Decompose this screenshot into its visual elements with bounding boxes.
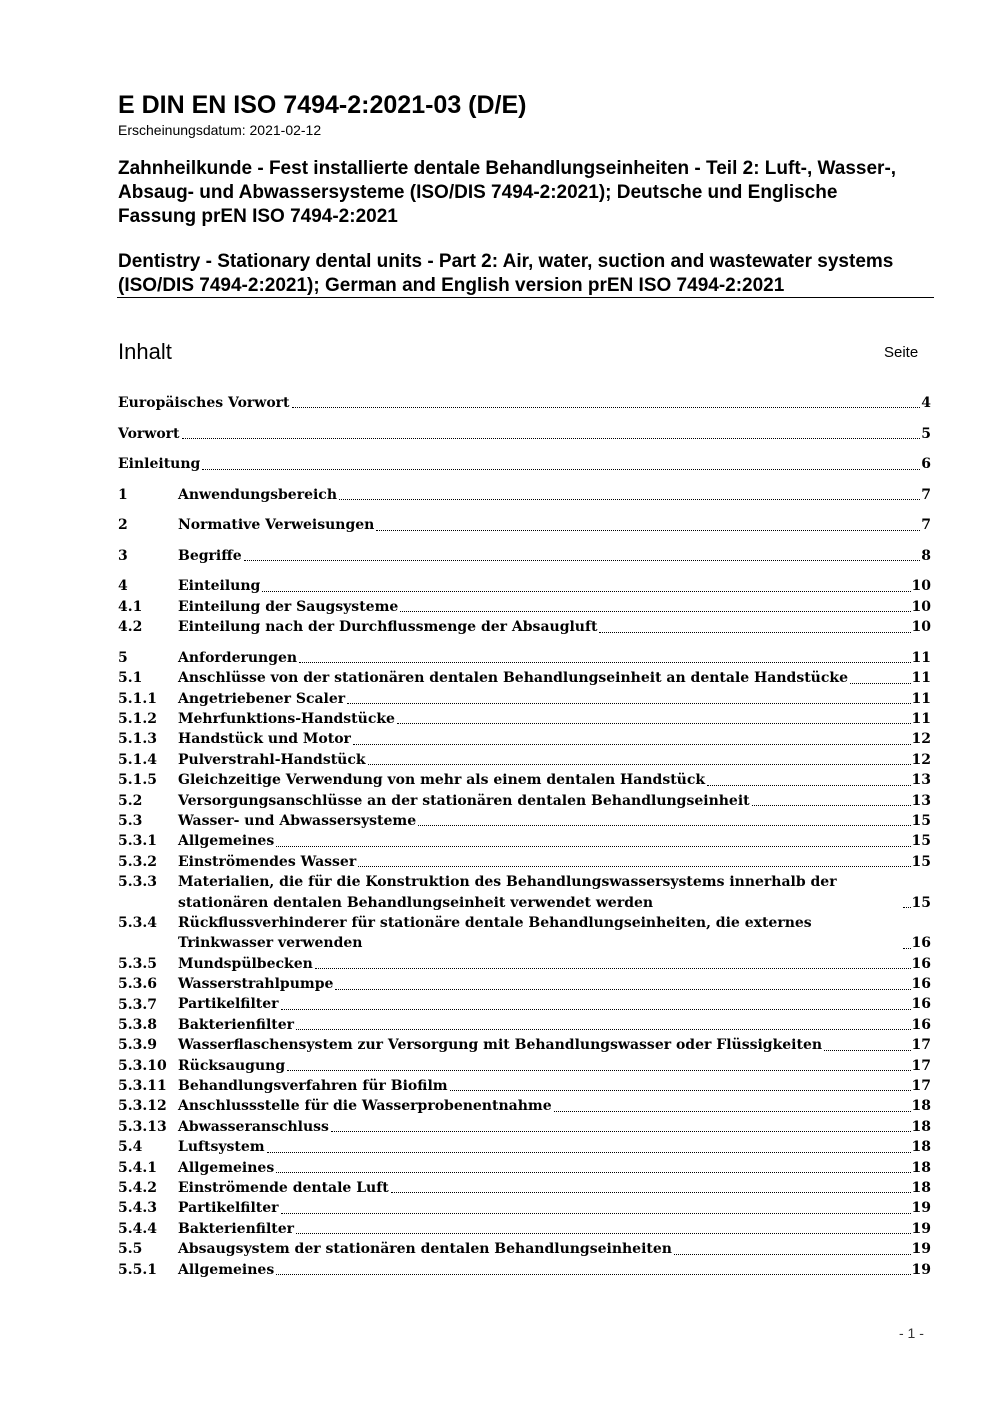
toc-entry-label: Anschlüsse von der stationären dentalen Behandlungseinheit an dentale Handstücke [178,670,848,687]
toc-entry-page: 16 [911,1016,931,1033]
toc-entry-label: Einströmendes Wasser [178,853,357,870]
toc-entry-label: Handstück und Motor [178,731,351,748]
toc-entry-label: Partikelfilter [178,996,279,1013]
table-of-contents [118,393,931,1280]
toc-entry-number: 5.3.4 [118,914,157,931]
toc-entry-number: 5.3.11 [118,1078,167,1095]
toc-entry-page: 17 [911,1057,931,1074]
toc-heading: Inhalt [118,339,172,364]
toc-entry-page: 10 [911,619,931,636]
toc-entry-label: Angetriebener Scaler [178,690,346,707]
dot-leader [903,948,911,949]
toc-entry-label: Rückflussverhinderer für stationäre dentale Behandlungseinheiten, die externes Trinkwasser verwenden [178,914,812,952]
dot-leader [554,1111,911,1112]
toc-entry-page: 17 [911,1037,931,1054]
toc-entry-page: 15 [911,853,931,870]
toc-entry-label: Rücksaugung [178,1057,286,1074]
dot-leader [450,1090,911,1091]
dot-leader [391,1192,911,1193]
publication-date: Erscheinungsdatum: 2021-02-12 [118,122,322,138]
toc-entry-number: 5.1.3 [118,731,157,748]
toc-entry-number: 5.1.5 [118,772,157,789]
toc-entry-5-4-2[interactable] [118,1178,931,1198]
toc-entry-5-1[interactable] [118,668,931,688]
toc-entry-page: 13 [911,792,931,809]
toc-entry-5-3-9[interactable] [118,1035,931,1055]
dot-leader [182,438,921,439]
toc-entry-number: 1 [118,486,128,503]
toc-entry-number: 5.4 [118,1139,143,1156]
toc-entry-number: 5.3 [118,812,143,829]
dot-leader [296,1029,911,1030]
toc-entry-5-3-6[interactable] [118,974,931,994]
dot-leader [276,846,910,847]
toc-entry-5-1-3[interactable] [118,729,931,749]
dot-leader [262,591,910,592]
dot-leader [244,560,921,561]
toc-entry-number: 5.3.5 [118,955,157,972]
toc-entry-number: 4.2 [118,619,143,636]
dot-leader [281,1213,911,1214]
toc-entry-page: 7 [921,486,931,503]
toc-entry-page: 15 [911,833,931,850]
toc-entry-label: Begriffe [178,547,242,564]
dot-leader [292,407,921,408]
toc-entry-number: 5 [118,649,128,666]
toc-entry-4-1[interactable] [118,597,931,617]
toc-entry-5-3-11[interactable] [118,1076,931,1096]
toc-entry-5-2[interactable] [118,791,931,811]
toc-entry-label: Bakterienfilter [178,1016,295,1033]
toc-entry-number: 5.3.1 [118,833,157,850]
dot-leader [418,825,910,826]
toc-entry-label: Bakterienfilter [178,1220,295,1237]
toc-entry-5-1-1[interactable] [118,689,931,709]
toc-entry-5-4[interactable] [118,1137,931,1157]
toc-entry-label: Anforderungen [178,649,298,666]
toc-entry-5-5-1[interactable] [118,1260,931,1280]
dot-leader [368,764,911,765]
toc-entry-number: 5.3.13 [118,1118,167,1135]
dot-leader [903,907,911,908]
toc-entry-page: 19 [911,1241,931,1258]
toc-entry-label: Europäisches Vorwort [118,394,290,411]
toc-entry-number: 5.1.2 [118,711,157,727]
toc-entry-page: 12 [911,751,931,768]
toc-entry-page: 11 [911,710,931,727]
toc-entry-label: Einströmende dentale Luft [178,1180,389,1196]
toc-entry-5-4-4[interactable] [118,1219,931,1239]
dot-leader [397,723,911,724]
toc-entry-page: 12 [911,731,931,748]
toc-entry-label: Mehrfunktions-Handstücke [178,710,395,727]
dot-leader [299,662,910,663]
toc-entry-page: 19 [911,1220,931,1237]
dot-leader [824,1050,910,1051]
toc-entry-label: Materialien, die für die Konstruktion des Behandlungswassersystems innerhalb der stationären dentalen Behandlungseinheit verwendet werden [178,874,837,911]
toc-entry-page: 19 [911,1200,931,1217]
toc-entry-number: 5.1.1 [118,690,157,707]
toc-entry-page: 16 [911,955,931,972]
toc-entry-number: 5.5 [118,1241,143,1258]
dot-leader [752,805,911,806]
dot-leader [376,530,920,531]
toc-entry-page: 17 [911,1078,931,1095]
dot-leader [335,989,910,990]
toc-entry-label: Einteilung [178,578,261,595]
toc-entry-5-3-12[interactable] [118,1096,931,1116]
toc-entry-label: Gleichzeitige Verwendung von mehr als einem dentalen Handstück [178,772,706,789]
toc-entry-number: 5.4.1 [118,1159,157,1176]
dot-leader [347,703,910,704]
toc-entry-5-5[interactable] [118,1239,931,1259]
toc-entry-5-3-10[interactable] [118,1056,931,1076]
dot-leader [599,632,910,633]
dot-leader [339,499,920,500]
toc-entry-page: 7 [921,517,931,534]
toc-entry-page: 10 [911,598,931,615]
toc-entry-label: Wasserflaschensystem zur Versorgung mit Behandlungswasser oder Flüssigkeiten [178,1037,823,1054]
toc-entry-number: 5.3.7 [118,996,157,1013]
toc-entry-label: Allgemeines [178,1159,275,1176]
page-column-label: Seite [884,344,919,361]
dot-leader [331,1131,911,1132]
toc-entry-5-3-13[interactable] [118,1117,931,1137]
toc-entry-number: 5.4.3 [118,1200,157,1217]
toc-entry-page: 4 [921,394,931,411]
toc-entry-number: 5.3.10 [118,1057,167,1074]
title-divider [117,297,934,298]
toc-entry-page: 19 [911,1261,931,1278]
toc-entry-number: 5.3.12 [118,1098,167,1115]
toc-entry-label: Einteilung der Saugsysteme [178,598,399,615]
toc-entry-label: Partikelfilter [178,1200,279,1217]
toc-entry-page: 15 [911,812,931,829]
toc-entry-label: Abwasseranschluss [178,1118,329,1135]
toc-entry-label: Mundspülbecken [178,955,313,972]
dot-leader [353,744,911,745]
dot-leader [281,1009,911,1010]
toc-entry-5[interactable] [118,648,931,668]
toc-entry-5-1-5[interactable] [118,770,931,790]
toc-entry-5-3-3[interactable] [118,872,931,913]
toc-entry-page: 18 [911,1159,931,1176]
toc-entry-number: 5.3.8 [118,1016,157,1033]
toc-entry-label: Wasserstrahlpumpe [178,976,334,993]
toc-entry-vorwort[interactable] [118,424,931,444]
toc-entry-label: Pulverstrahl-Handstück [178,751,366,768]
toc-entry-number: 5.3.2 [118,853,157,870]
toc-entry-number: 5.3.6 [118,976,157,993]
toc-entry-label: Versorgungsanschlüsse an der stationären dentalen Behandlungseinheit [178,792,750,809]
toc-entry-number: 4 [118,578,128,595]
dot-leader [287,1070,910,1071]
toc-entry-5-3-1[interactable] [118,831,931,851]
dot-leader [267,1152,911,1153]
toc-entry-page: 11 [911,649,931,666]
toc-entry-number: 5.1 [118,670,143,687]
toc-entry-europaeisches-vorwort[interactable] [118,393,931,413]
toc-entry-number: 5.2 [118,792,143,809]
toc-entry-page: 11 [911,670,931,687]
toc-entry-3[interactable] [118,546,931,566]
toc-entry-page: 16 [911,976,931,993]
toc-entry-label: Allgemeines [178,833,275,850]
toc-entry-page: 8 [921,547,931,564]
page-number: - 1 - [899,1325,924,1341]
toc-entry-2[interactable] [118,515,931,535]
toc-entry-label: Wasser- und Abwassersysteme [178,812,417,829]
toc-entry-5-4-1[interactable] [118,1158,931,1178]
toc-entry-einleitung[interactable] [118,454,931,474]
toc-entry-page: 16 [911,935,931,952]
toc-entry-label: Anwendungsbereich [178,486,337,503]
toc-entry-page: 11 [911,690,931,707]
dot-leader [707,785,910,786]
toc-entry-label: Einteilung nach der Durchflussmenge der Absaugluft [178,619,598,636]
toc-entry-number: 5.4.4 [118,1220,157,1237]
toc-entry-5-3-4[interactable] [118,913,931,954]
toc-entry-5-1-4[interactable] [118,750,931,770]
toc-entry-4-2[interactable] [118,617,931,637]
toc-entry-number: 4.1 [118,598,143,615]
toc-entry-label: Einleitung [118,456,201,473]
dot-leader [674,1254,911,1255]
toc-entry-number: 5.3.3 [118,874,157,891]
dot-leader [296,1233,911,1234]
toc-entry-label: Vorwort [118,425,180,442]
toc-entry-label: Absaugsystem der stationären dentalen Behandlungseinheiten [178,1241,672,1258]
toc-entry-5-3-7[interactable] [118,995,931,1015]
toc-entry-number: 2 [118,517,128,534]
toc-entry-page: 5 [921,425,931,442]
toc-entry-label: Allgemeines [178,1261,275,1278]
toc-entry-page: 13 [911,772,931,789]
toc-entry-page: 18 [911,1180,931,1196]
toc-entry-page: 15 [911,894,931,911]
toc-entry-label: Anschlussstelle für die Wasserprobenentnahme [178,1098,552,1115]
toc-entry-page: 18 [911,1139,931,1156]
toc-entry-5-3[interactable] [118,811,931,831]
toc-entry-5-3-5[interactable] [118,954,931,974]
toc-entry-number: 5.3.9 [118,1037,157,1054]
toc-entry-page: 10 [911,578,931,595]
dot-leader [315,968,911,969]
dot-leader [276,1274,910,1275]
toc-entry-number: 5.5.1 [118,1261,157,1278]
toc-entry-number: 3 [118,547,128,564]
toc-entry-label: Luftsystem [178,1139,265,1156]
toc-entry-4[interactable] [118,576,931,596]
toc-entry-5-3-2[interactable] [118,852,931,872]
toc-entry-number: 5.1.4 [118,751,157,768]
toc-entry-5-4-3[interactable] [118,1198,931,1218]
toc-entry-page: 16 [911,996,931,1013]
english-title: Dentistry - Stationary dental units - Part 2: Air, water, suction and wastewater systems (ISO/DIS 7494-2:2021); German and English version prEN ISO 7494-2:2021 [118,251,894,296]
german-title: Zahnheilkunde - Fest installierte dentale Behandlungseinheiten - Teil 2: Luft-, Wasser-, Absaug- und Abwassersysteme (ISO/DIS 7494-2:2021); Deutsche und Englische Fassung prEN ISO 7494-2:2021 [118,158,897,227]
dot-leader [276,1172,910,1173]
toc-entry-page: 18 [911,1118,931,1135]
toc-entry-number: 5.4.2 [118,1180,157,1197]
toc-entry-5-3-8[interactable] [118,1015,931,1035]
dot-leader [850,683,911,684]
toc-entry-label: Behandlungsverfahren für Biofilm [178,1078,448,1095]
dot-leader [358,866,910,867]
toc-entry-page: 6 [921,456,931,473]
document-designation: E DIN EN ISO 7494-2:2021-03 (D/E) [118,91,527,119]
dot-leader [202,469,920,470]
dot-leader [400,611,910,612]
toc-entry-page: 18 [911,1098,931,1115]
toc-entry-label: Normative Verweisungen [178,517,375,534]
toc-entry-1[interactable] [118,485,931,505]
toc-entry-5-1-2[interactable] [118,709,931,729]
